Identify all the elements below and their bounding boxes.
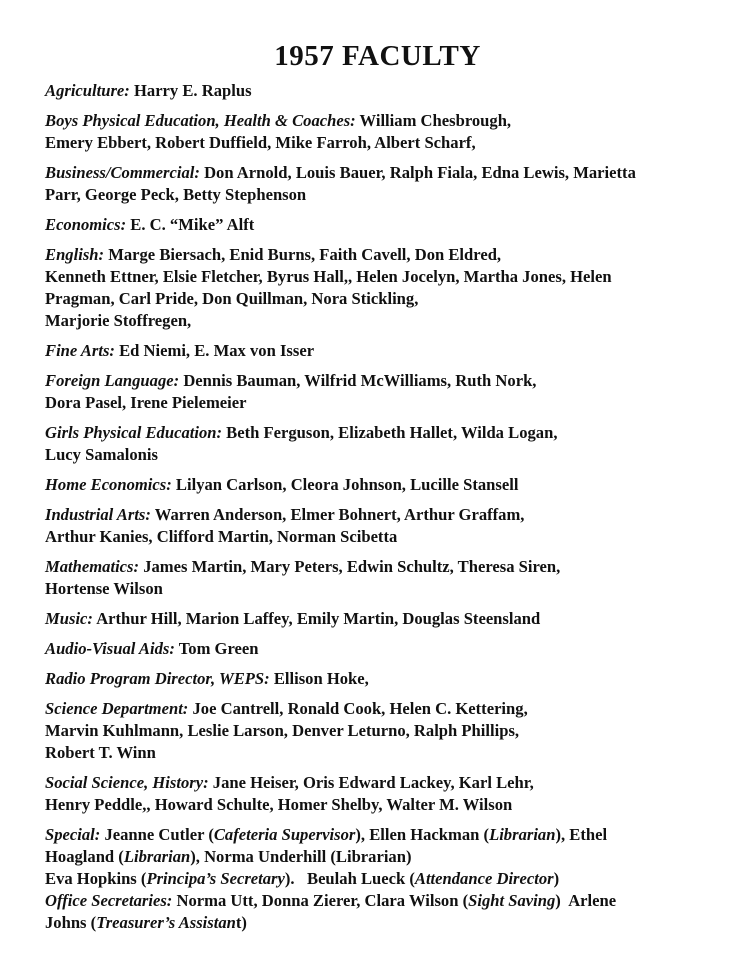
role-text: Librarian [489,825,556,844]
dept-label: Home Economics: [45,475,172,494]
special-text: ), Ellen Hackman ( [355,825,490,844]
dept-names: Marge Biersach, Enid Burns, Faith Cavell, Don Eldred, [108,245,502,264]
dept-economics [45,214,710,236]
special-text: Eva Hopkins ( [45,869,147,888]
dept-label: Mathematics: [45,557,140,576]
dept-industrial-arts [45,504,710,548]
dept-label: Audio-Visual Aids: [45,639,175,658]
dept-label: Business/Commercial: [45,163,200,182]
special-text: Hoagland ( [45,847,124,866]
dept-label: Science Department: [45,699,189,718]
role-text: Principa’s Secretary [146,869,285,888]
dept-names: Arthur Kanies, Clifford Martin, Norman Scibetta [45,527,398,546]
dept-names: Dennis Bauman, Wilfrid McWilliams, Ruth Nork, [183,371,537,390]
office-text: t) [235,913,247,932]
office-text: Norma Utt, Donna Zierer, Clara Wilson ( [176,891,469,910]
dept-office-secretaries [45,890,710,934]
dept-label: Radio Program Director, WEPS: [45,669,270,688]
dept-names: Pragman, Carl Pride, Don Quillman, Nora Stickling, [45,289,419,308]
dept-names: James Martin, Mary Peters, Edwin Schultz, Theresa Siren, [143,557,561,576]
dept-names: Hortense Wilson [45,579,163,598]
dept-social-science [45,772,710,816]
dept-label: Office Secretaries: [45,891,173,910]
dept-names: Marvin Kuhlmann, Leslie Larson, Denver Leturno, Ralph Phillips, [45,721,520,740]
dept-names: Ed Niemi, E. Max von Isser [119,341,315,360]
dept-boys-pe [45,110,710,154]
dept-names: Warren Anderson, Elmer Bohnert, Arthur Graffam, [154,505,525,524]
dept-label: English: [45,245,105,264]
dept-mathematics [45,556,710,600]
dept-names: Lilyan Carlson, Cleora Johnson, Lucille Stansell [175,475,519,494]
special-text: ), Norma Underhill (Librarian) [190,847,412,866]
dept-special [45,824,710,890]
dept-label: Economics: [45,215,127,234]
role-text: Sight Saving [468,891,556,910]
dept-label: Agriculture: [45,81,130,100]
dept-names: Harry E. Raplus [133,81,252,100]
page-title: 1957 FACULTY [274,40,481,72]
dept-names: Lucy Samalonis [45,445,158,464]
dept-names: Ellison Hoke, [273,669,369,688]
dept-names: Don Arnold, Louis Bauer, Ralph Fiala, Edna Lewis, Marietta [204,163,636,182]
dept-names: William Chesbrough, [359,111,512,130]
dept-names: Jane Heiser, Oris Edward Lackey, Karl Lehr, [212,773,534,792]
dept-label: Social Science, History: [45,773,209,792]
dept-agriculture [45,80,710,102]
dept-fine-arts [45,340,710,362]
dept-names: Dora Pasel, Irene Pielemeier [45,393,247,412]
dept-names: Kenneth Ettner, Elsie Fletcher, Byrus Hall,, Helen Jocelyn, Martha Jones, Helen [45,267,612,286]
dept-label: Industrial Arts: [45,505,151,524]
dept-names: E. C. “Mike” Alft [130,215,255,234]
dept-names: Arthur Hill, Marion Laffey, Emily Martin, Douglas Steensland [96,609,541,628]
dept-names: Parr, George Peck, Betty Stephenson [45,185,307,204]
dept-names: Emery Ebbert, Robert Duffield, Mike Farroh, Albert Scharf, [45,133,476,152]
dept-names: Marjorie Stoffregen, [45,311,192,330]
dept-names: Henry Peddle,, Howard Schulte, Homer Shelby, Walter M. Wilson [45,795,513,814]
dept-home-economics [45,474,710,496]
dept-music [45,608,710,630]
dept-label: Music: [45,609,93,628]
office-text: Johns ( [45,913,97,932]
dept-english [45,244,710,332]
role-text: Cafeteria Supervisor [213,825,356,844]
dept-names: Tom Green [178,639,259,658]
dept-girls-pe [45,422,710,466]
dept-label: Fine Arts: [45,341,115,360]
office-text: ) Arlene [555,891,617,910]
dept-label: Foreign Language: [45,371,180,390]
special-text: ). Beulah Lueck ( [284,869,415,888]
dept-audio-visual [45,638,710,660]
dept-business [45,162,710,206]
role-text: Attendance Director [414,869,554,888]
faculty-list [45,80,710,934]
special-text: ) [553,869,560,888]
dept-names: Beth Ferguson, Elizabeth Hallet, Wilda Logan, [226,423,558,442]
role-text: Librarian [123,847,191,866]
dept-label: Boys Physical Education, Health & Coaches: [45,111,356,130]
role-text: Treasurer’s Assistan [96,913,236,932]
special-text: Jeanne Cutler ( [104,825,214,844]
dept-names: Robert T. Winn [45,743,156,762]
dept-radio [45,668,710,690]
dept-science [45,698,710,764]
dept-foreign-language [45,370,710,414]
dept-label: Girls Physical Education: [45,423,223,442]
dept-label: Special: [45,825,101,844]
special-text: ), Ethel [555,825,608,844]
dept-names: Joe Cantrell, Ronald Cook, Helen C. Kettering, [192,699,528,718]
